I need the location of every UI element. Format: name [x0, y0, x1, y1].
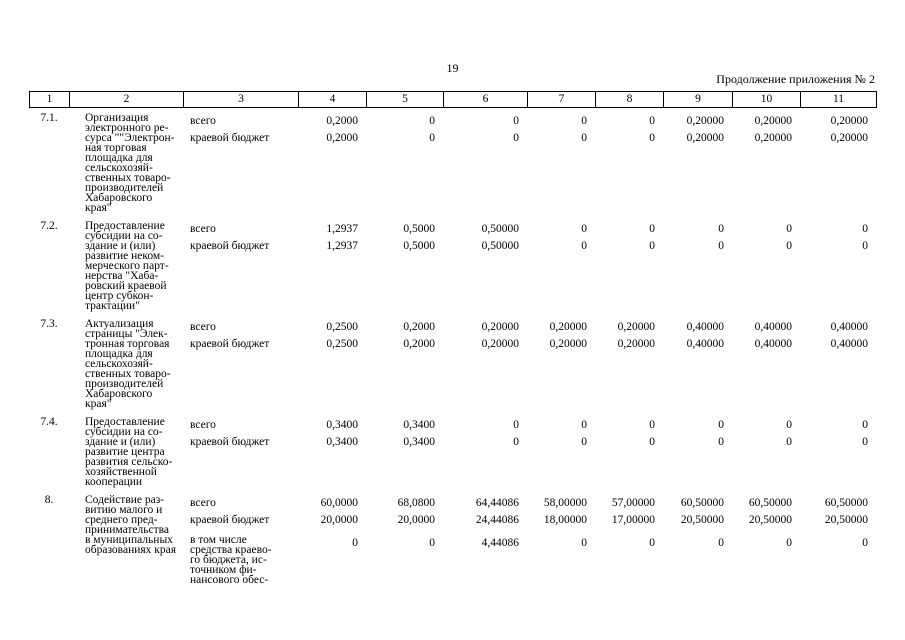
activity-name-line: развитие неком-	[85, 250, 165, 262]
value: 68,0800	[397, 497, 435, 509]
activity-name-line: Актуализация	[85, 318, 154, 330]
column-number-cell: 3	[184, 92, 299, 108]
value-cell	[298, 221, 366, 311]
value: 0,20000	[754, 115, 792, 127]
table-row	[29, 319, 876, 409]
row-spacer	[29, 311, 876, 319]
value: 0	[649, 132, 655, 144]
spacer-cell	[29, 311, 876, 319]
value: 0	[718, 240, 724, 252]
activity-name-line: Предоставление	[85, 220, 165, 232]
activity-name-line: трактации"	[85, 300, 140, 312]
value-cell	[663, 417, 732, 487]
value-cell	[595, 417, 663, 487]
value-cell	[366, 221, 443, 311]
table-row	[29, 113, 876, 213]
activity-name-line: в муниципальных	[85, 534, 173, 546]
activity-name-line: электронного ре-	[85, 122, 169, 134]
value: 0	[429, 115, 435, 127]
value: 20,50000	[824, 514, 868, 526]
value: 20,50000	[680, 514, 724, 526]
value-cell	[366, 417, 443, 487]
activity-name-line: сурса ""Электрон-	[85, 132, 175, 144]
activity-name-line: края"	[85, 398, 112, 410]
value: 0,40000	[754, 338, 792, 350]
value: 0	[649, 537, 655, 549]
row-number: 7.1.	[40, 112, 58, 124]
value-cell	[663, 495, 732, 585]
activity-name-line: центр субкон-	[85, 290, 154, 302]
value: 0	[649, 436, 655, 448]
value: 0	[581, 436, 587, 448]
funding-source-label: всего	[190, 419, 216, 431]
value: 0	[649, 223, 655, 235]
value: 64,44086	[475, 497, 519, 509]
value: 18,00000	[543, 514, 587, 526]
value-cell	[298, 319, 366, 409]
activity-name-line: здание и (или)	[85, 436, 156, 448]
value-cell	[663, 221, 732, 311]
value: 0	[786, 419, 792, 431]
activity-name-line: ная торговая	[85, 142, 147, 154]
funding-source-label: краевой бюджет	[190, 436, 270, 448]
activity-name	[69, 221, 183, 311]
value: 0,20000	[686, 115, 724, 127]
value-cell	[443, 221, 527, 311]
value-cell	[527, 417, 595, 487]
value: 0	[429, 132, 435, 144]
value: 0	[786, 223, 792, 235]
value: 0	[513, 436, 519, 448]
value: 0	[649, 240, 655, 252]
value-cell	[527, 319, 595, 409]
value: 0	[649, 115, 655, 127]
value: 20,50000	[748, 514, 792, 526]
activity-name-line: Предоставление	[85, 416, 165, 428]
value: 0,5000	[403, 223, 435, 235]
activity-name-line: края"	[85, 202, 112, 214]
activity-name-line: сельскохозяй-	[85, 162, 153, 174]
value: 0,5000	[403, 240, 435, 252]
funding-source	[183, 113, 298, 213]
value: 0	[862, 240, 868, 252]
value: 0,20000	[617, 338, 655, 350]
column-number-cell: 10	[733, 92, 801, 108]
activity-name-line: хозяйственной	[85, 466, 157, 478]
activity-name-line: ровский краевой	[85, 280, 167, 292]
value-cell	[800, 113, 876, 213]
budget-table	[29, 113, 876, 585]
value-cell	[443, 113, 527, 213]
activity-name-line: мерческого парт-	[85, 260, 169, 272]
activity-name-line: Хабаровского	[85, 388, 153, 400]
value: 0	[649, 419, 655, 431]
activity-name	[69, 113, 183, 213]
column-number-cell: 8	[596, 92, 664, 108]
value-cell	[732, 221, 800, 311]
value: 0	[513, 132, 519, 144]
value: 0	[862, 223, 868, 235]
funding-source-line: точником фи-	[190, 564, 257, 576]
funding-source-label: всего	[190, 115, 216, 127]
page-number: 19	[446, 61, 459, 75]
value: 0,3400	[326, 419, 358, 431]
value: 0,40000	[686, 338, 724, 350]
activity-name	[69, 495, 183, 585]
funding-source-label: всего	[190, 497, 216, 509]
value: 60,50000	[680, 497, 724, 509]
value: 0,20000	[549, 321, 587, 333]
funding-source-label	[190, 529, 298, 585]
value: 0,2000	[403, 321, 435, 333]
value-cell	[595, 113, 663, 213]
value: 0	[429, 537, 435, 549]
column-number-cell: 1	[30, 92, 70, 108]
row-number: 8.	[44, 494, 54, 506]
value: 0,40000	[830, 338, 868, 350]
value: 57,00000	[611, 497, 655, 509]
value: 0	[862, 436, 868, 448]
activity-name-line: Хабаровского	[85, 192, 153, 204]
activity-name-line: производителей	[85, 182, 164, 194]
value-cell	[732, 319, 800, 409]
activity-name-line: тронная торговая	[85, 338, 170, 350]
value: 0,50000	[481, 240, 519, 252]
funding-source-line: го бюджета, ис-	[190, 554, 267, 566]
value: 0,20000	[830, 132, 868, 144]
value: 1,2937	[326, 240, 358, 252]
activity-name-line: нерства "Хаба-	[85, 270, 159, 282]
value-cell	[800, 417, 876, 487]
value-cell	[800, 495, 876, 585]
activity-name-line: образованиях края	[85, 544, 177, 556]
value: 0,20000	[481, 338, 519, 350]
value: 0,2500	[326, 321, 358, 333]
table-row	[29, 417, 876, 487]
value-cell	[595, 319, 663, 409]
activity-name-line: сельскохозяй-	[85, 358, 153, 370]
value: 0	[718, 223, 724, 235]
funding-source-line: средства краево-	[190, 544, 272, 556]
value-cell	[595, 221, 663, 311]
value: 0	[581, 419, 587, 431]
value: 0	[786, 537, 792, 549]
value: 0	[862, 419, 868, 431]
value: 0	[581, 537, 587, 549]
value: 0,20000	[549, 338, 587, 350]
funding-source	[183, 221, 298, 311]
column-number-cell: 2	[70, 92, 184, 108]
value: 0,3400	[403, 419, 435, 431]
value: 0,20000	[617, 321, 655, 333]
value-cell	[366, 319, 443, 409]
value: 0	[581, 240, 587, 252]
value: 1,2937	[326, 223, 358, 235]
funding-source	[183, 495, 298, 585]
value: 0	[513, 419, 519, 431]
value: 4,44086	[481, 537, 519, 549]
value: 0,20000	[481, 321, 519, 333]
value: 0	[786, 436, 792, 448]
value: 0,20000	[686, 132, 724, 144]
value-cell	[366, 495, 443, 585]
value: 58,00000	[543, 497, 587, 509]
value: 0	[718, 419, 724, 431]
value: 0	[862, 537, 868, 549]
activity-name-line: производителей	[85, 378, 164, 390]
activity-name-line: здание и (или)	[85, 240, 156, 252]
value-cell	[298, 417, 366, 487]
column-number-header	[29, 91, 877, 108]
value: 0,3400	[326, 436, 358, 448]
value: 0,20000	[754, 132, 792, 144]
activity-name-line: площадка для	[85, 348, 153, 360]
value: 0,3400	[403, 436, 435, 448]
value: 0,2000	[326, 132, 358, 144]
activity-name-line: среднего пред-	[85, 514, 158, 526]
value: 0,2000	[403, 338, 435, 350]
activity-name-line: страницы "Элек-	[85, 328, 168, 340]
value: 20,0000	[397, 514, 435, 526]
value: 0	[581, 132, 587, 144]
activity-name-line: субсидии на со-	[85, 426, 163, 438]
value: 0,40000	[686, 321, 724, 333]
activity-name	[69, 417, 183, 487]
value-cell	[800, 319, 876, 409]
value: 60,50000	[824, 497, 868, 509]
value: 0	[718, 537, 724, 549]
value-cell	[663, 113, 732, 213]
value: 0	[786, 240, 792, 252]
value: 0,2500	[326, 338, 358, 350]
funding-source-label: краевой бюджет	[190, 132, 270, 144]
row-number: 7.4.	[40, 416, 58, 428]
activity-name-line: принимательства	[85, 524, 169, 536]
value: 0	[718, 436, 724, 448]
activity-name-line: Содействие раз-	[85, 494, 165, 506]
table-row	[29, 221, 876, 311]
funding-source	[183, 319, 298, 409]
value: 0	[581, 223, 587, 235]
table-row	[29, 495, 876, 585]
funding-source	[183, 417, 298, 487]
funding-source-line: в том числе	[190, 534, 247, 546]
appendix-caption: Продолжение приложения № 2	[716, 72, 875, 86]
value-cell	[732, 113, 800, 213]
activity-name-line: витию малого и	[85, 504, 163, 516]
value-cell	[800, 221, 876, 311]
value-cell	[443, 417, 527, 487]
activity-name-line: площадка для	[85, 152, 153, 164]
funding-source-label: краевой бюджет	[190, 240, 270, 252]
value-cell	[298, 495, 366, 585]
column-number-cell: 7	[528, 92, 596, 108]
column-number-cell: 5	[367, 92, 444, 108]
value-cell	[527, 495, 595, 585]
funding-source-label: всего	[190, 321, 216, 333]
value: 0	[352, 537, 358, 549]
column-number-cell: 11	[801, 92, 877, 108]
value: 0,50000	[481, 223, 519, 235]
row-number: 7.3.	[40, 318, 58, 330]
value: 0,20000	[830, 115, 868, 127]
activity-name	[69, 319, 183, 409]
value-cell	[366, 113, 443, 213]
funding-source-line: нансового обес-	[190, 574, 269, 586]
column-number-cell: 4	[299, 92, 367, 108]
value: 60,0000	[320, 497, 358, 509]
column-number-cell: 6	[444, 92, 528, 108]
value-cell	[732, 417, 800, 487]
value: 60,50000	[748, 497, 792, 509]
row-number: 7.2.	[40, 220, 58, 232]
activity-name-line: развитие центра	[85, 446, 165, 458]
value: 0,40000	[754, 321, 792, 333]
activity-name-line: Организация	[85, 112, 149, 124]
activity-name-line: развития сельско-	[85, 456, 173, 468]
value-cell	[663, 319, 732, 409]
value: 0	[513, 115, 519, 127]
value: 0,40000	[830, 321, 868, 333]
header-row	[30, 92, 877, 108]
activity-name-line: ственных товаро-	[85, 172, 171, 184]
value-cell	[527, 221, 595, 311]
activity-name-line: ственных товаро-	[85, 368, 171, 380]
value: 17,00000	[611, 514, 655, 526]
value-cell	[527, 113, 595, 213]
column-number-cell: 9	[664, 92, 733, 108]
value-cell	[443, 495, 527, 585]
funding-source-label: всего	[190, 223, 216, 235]
value-cell	[443, 319, 527, 409]
funding-source-label: краевой бюджет	[190, 514, 270, 526]
value: 24,44086	[475, 514, 519, 526]
activity-name-line: субсидии на со-	[85, 230, 163, 242]
activity-name-line: кооперации	[85, 476, 143, 488]
value-cell	[595, 495, 663, 585]
value-cell	[298, 113, 366, 213]
funding-source-label: краевой бюджет	[190, 338, 270, 350]
value: 20,0000	[320, 514, 358, 526]
value: 0	[581, 115, 587, 127]
value-cell	[732, 495, 800, 585]
value: 0,2000	[326, 115, 358, 127]
